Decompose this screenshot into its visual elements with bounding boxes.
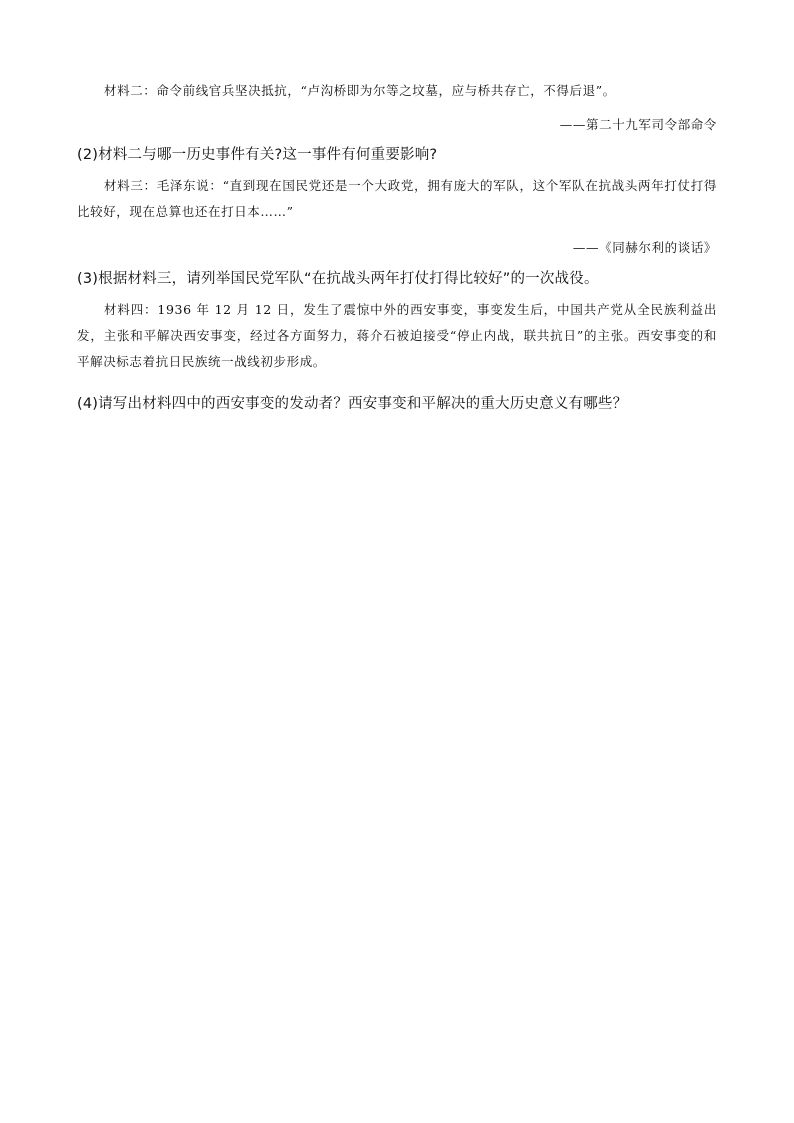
question-4: (4)请写出材料四中的西安事变的发动者？西安事变和平解决的重大历史意义有哪些？ bbox=[77, 396, 628, 412]
material-4-text: 材料四：1936 年 12 月 12 日，发生了震惊中外的西安事变，事变发生后，中国共产党从全民族利益出发，主张和平解决西安事变，经过各方面努力，蒋介石被迫接受“停止内战，联共抗日”的主张。西安事变的和平解决标志着抗日民族统一战线初步形成。 bbox=[77, 302, 717, 369]
question-2: (2)材料二与哪一历史事件有关?这一事件有何重要影响? bbox=[77, 147, 438, 163]
material-3-text: 材料三：毛泽东说：“直到现在国民党还是一个大政党，拥有庞大的军队，这个军队在抗战头两年打仗打得比较好，现在总算也还在打日本……” bbox=[77, 178, 717, 219]
material-2-text: 材料二：命令前线官兵坚决抵抗，“卢沟桥即为尔等之坟墓，应与桥共存亡，不得后退”。 bbox=[104, 83, 616, 98]
material-3-source: ——《同赫尔利的谈话》 bbox=[572, 240, 717, 255]
material-2-source: ——第二十九军司令部命令 bbox=[559, 117, 717, 132]
question-3: (3)根据材料三，请列举国民党军队“在抗战头两年打仗打得比较好”的一次战役。 bbox=[77, 271, 599, 287]
